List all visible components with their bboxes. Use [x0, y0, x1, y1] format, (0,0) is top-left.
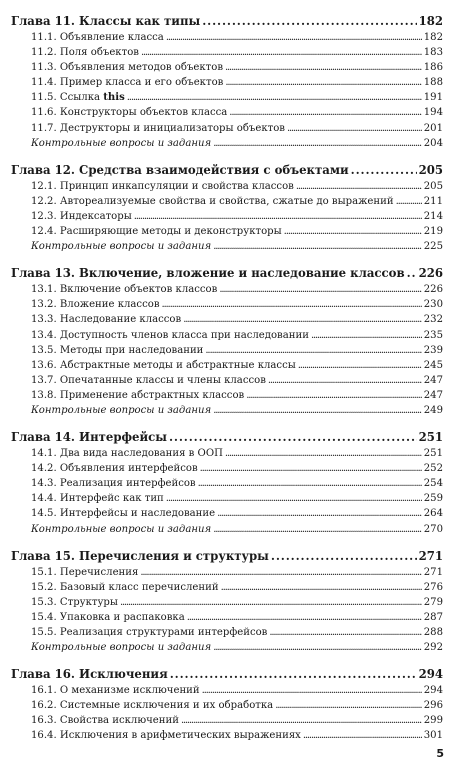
section-title [31, 698, 273, 713]
dot-leader [217, 506, 422, 521]
toc-chapter [11, 264, 443, 418]
toc-questions-row [11, 640, 443, 655]
toc-section-row [11, 194, 443, 209]
toc-section-row [11, 373, 443, 388]
toc-section-row [11, 209, 443, 224]
section-title-text: 12.3. Индексаторы [31, 210, 132, 222]
toc-chapter [11, 161, 443, 254]
section-title [31, 373, 266, 388]
section-page-number: 294 [423, 685, 443, 697]
section-title-text: 13.8. Применение абстрактных классов [31, 389, 245, 401]
toc-section-row [11, 388, 443, 403]
dot-leader [205, 343, 421, 358]
section-title-text: 16.1. О механизме исключений [31, 685, 200, 697]
dot-leader [396, 194, 422, 209]
toc-section-row [11, 30, 443, 45]
section-page-number: 205 [423, 180, 443, 192]
section-title [31, 446, 223, 461]
section-title-text: 12.4. Расширяющие методы и деконструкторы [31, 226, 282, 238]
section-title [31, 45, 139, 60]
dot-leader [219, 282, 421, 297]
dot-leader [181, 713, 422, 728]
section-page-number: 219 [423, 226, 443, 238]
section-title-text: 13.6. Абстрактные методы и абстрактные классы [31, 359, 296, 371]
dot-leader [120, 595, 422, 610]
toc-section-row [11, 282, 443, 297]
section-page-number: 230 [423, 299, 443, 311]
section-title [31, 491, 164, 506]
section-title-text: 16.4. Исключения в арифметических выражениях [31, 730, 301, 742]
section-page-number: 182 [423, 32, 443, 43]
section-title [31, 506, 215, 521]
dot-leader [296, 179, 422, 194]
chapter-page-number: 271 [418, 548, 443, 563]
toc-section-row [11, 121, 443, 136]
section-title [31, 312, 181, 327]
chapter-page-number: 205 [418, 162, 443, 177]
dot-leader [225, 446, 422, 461]
section-title-text: 11.4. Пример класса и его объектов [31, 77, 224, 89]
dot-leader [225, 60, 422, 75]
table-of-contents [11, 12, 443, 754]
section-title-text: 15.2. Базовый класс перечислений [31, 581, 219, 593]
toc-section-row [11, 75, 443, 90]
toc-section-row [11, 90, 443, 105]
toc-section-row [11, 358, 443, 373]
dot-leader [303, 728, 422, 743]
section-page-number: 194 [423, 107, 443, 119]
dot-leader [269, 625, 421, 640]
toc-section-row [11, 461, 443, 476]
dot-leader [213, 640, 422, 655]
toc-chapter-row [11, 665, 443, 683]
section-title [31, 136, 211, 151]
dot-leader [271, 547, 417, 565]
dot-leader [275, 698, 422, 713]
section-title-text: 13.5. Методы при наследовании [31, 344, 204, 356]
dot-leader [166, 30, 422, 45]
section-title [31, 640, 211, 655]
dot-leader [311, 328, 422, 343]
section-title-text: 14.4. Интерфейс как тип [31, 493, 164, 505]
section-title [31, 358, 296, 373]
section-title-text: 11.2. Поля объектов [31, 47, 139, 59]
toc-section-row [11, 625, 443, 640]
dot-leader [298, 358, 422, 373]
section-title [31, 403, 211, 418]
section-page-number: 191 [423, 92, 443, 104]
section-title-text: 16.3. Свойства исключений [31, 715, 179, 727]
dot-leader [287, 121, 422, 136]
section-page-number: 225 [423, 241, 443, 253]
toc-section-row [11, 297, 443, 312]
dot-leader [202, 12, 416, 30]
section-title [31, 75, 223, 90]
section-title [31, 580, 219, 595]
section-page-number: 249 [423, 404, 443, 416]
section-page-number: 254 [423, 478, 443, 490]
dot-leader [213, 136, 422, 151]
section-title [31, 239, 211, 254]
section-title [31, 224, 282, 239]
toc-chapter [11, 428, 443, 537]
toc-section-row [11, 179, 443, 194]
section-page-number: 288 [423, 627, 443, 638]
section-title [31, 522, 211, 537]
toc-chapter [11, 12, 443, 151]
dot-leader [183, 312, 422, 327]
section-title-text: Контрольные вопросы и задания [31, 241, 212, 253]
toc-section-row [11, 698, 443, 713]
toc-questions-row [11, 522, 443, 537]
dot-leader [213, 239, 422, 254]
section-title-text: 16.2. Системные исключения и их обработка [31, 700, 274, 712]
dot-leader [200, 461, 422, 476]
dot-leader [198, 476, 422, 491]
chapter-page-number: 182 [418, 14, 443, 28]
toc-section-row [11, 565, 443, 580]
chapter-title: Глава 13. Включение, вложение и наследование классов [11, 266, 405, 281]
dot-leader [229, 105, 421, 120]
section-page-number: 235 [423, 329, 443, 341]
dot-leader [407, 264, 417, 282]
section-title-text: 11.5. Ссылка [31, 92, 104, 104]
section-title-text: 15.5. Реализация структурами интерфейсов [31, 627, 268, 638]
section-page-number: 226 [423, 284, 443, 296]
section-title-text: Контрольные вопросы и задания [31, 137, 212, 149]
section-page-number: 247 [423, 374, 443, 386]
toc-section-row [11, 610, 443, 625]
section-title [31, 683, 200, 698]
section-title [31, 388, 244, 403]
toc-chapter [11, 665, 443, 743]
toc-chapter-row [11, 428, 443, 446]
section-page-number: 239 [423, 344, 443, 356]
section-page-number: 252 [423, 463, 443, 475]
section-title [31, 105, 227, 120]
dot-leader [221, 580, 422, 595]
dot-leader [246, 388, 422, 403]
dot-leader [170, 665, 417, 683]
section-title-text: 11.3. Объявления методов объектов [31, 62, 224, 74]
toc-chapter [11, 547, 443, 656]
dot-leader [169, 428, 417, 446]
chapter-page-number: 226 [418, 266, 443, 281]
dot-leader [166, 491, 422, 506]
dot-leader [284, 224, 422, 239]
dot-leader [127, 90, 422, 105]
section-page-number: 270 [423, 523, 443, 535]
section-title-text: 15.3. Структуры [31, 596, 118, 608]
section-page-number: 279 [423, 596, 443, 608]
dot-leader [140, 565, 421, 580]
section-title [31, 461, 198, 476]
section-title-text: Контрольные вопросы и задания [31, 523, 212, 535]
section-title-text: 14.1. Два вида наследования в ООП [31, 448, 223, 460]
section-title-text: 14.3. Реализация интерфейсов [31, 478, 196, 490]
section-title [31, 476, 196, 491]
section-title-text: Контрольные вопросы и задания [31, 642, 212, 654]
toc-section-row [11, 595, 443, 610]
section-page-number: 188 [423, 77, 443, 89]
toc-section-row [11, 491, 443, 506]
section-title [31, 30, 164, 45]
section-page-number: 296 [423, 700, 443, 712]
section-title [31, 728, 301, 743]
section-page-number: 299 [423, 715, 443, 727]
toc-chapter-row [11, 547, 443, 565]
chapter-title: Глава 16. Исключения [11, 667, 168, 682]
section-page-number: 214 [423, 210, 443, 222]
section-title [31, 565, 138, 580]
section-page-number: 183 [423, 47, 443, 59]
section-title [31, 90, 125, 105]
section-title-text: 13.3. Наследование классов [31, 314, 182, 326]
section-page-number: 264 [423, 508, 443, 520]
chapter-title: Глава 15. Перечисления и структуры [11, 548, 269, 563]
dot-leader [162, 297, 422, 312]
toc-section-row [11, 728, 443, 743]
chapter-page-number: 294 [418, 667, 443, 682]
dot-leader [187, 610, 422, 625]
toc-section-row [11, 45, 443, 60]
section-title [31, 179, 294, 194]
toc-section-row [11, 105, 443, 120]
section-title [31, 282, 217, 297]
toc-section-row [11, 476, 443, 491]
toc-section-row [11, 60, 443, 75]
section-title-text: 12.1. Принцип инкапсуляции и свойства классов [31, 180, 294, 192]
toc-chapter-row [11, 161, 443, 179]
section-title-text: 11.6. Конструкторы объектов класса [31, 107, 228, 119]
dot-leader [134, 209, 422, 224]
section-title-text: Контрольные вопросы и задания [31, 404, 212, 416]
section-title [31, 625, 267, 640]
dot-leader [351, 161, 417, 179]
section-title [31, 194, 394, 209]
toc-section-row [11, 446, 443, 461]
section-title-text: 13.7. Опечатанные классы и члены классов [31, 374, 266, 386]
dot-leader [213, 403, 422, 418]
section-title [31, 60, 223, 75]
section-title [31, 713, 179, 728]
section-title-text: 14.5. Интерфейсы и наследование [31, 508, 216, 520]
section-title-text: 13.4. Доступность членов класса при наследовании [31, 329, 309, 341]
section-page-number: 292 [423, 642, 443, 654]
section-title-text: 13.2. Вложение классов [31, 299, 160, 311]
toc-section-row [11, 713, 443, 728]
section-title [31, 121, 285, 136]
dot-leader [268, 373, 422, 388]
section-title [31, 610, 185, 625]
toc-section-row [11, 683, 443, 698]
dot-leader [141, 45, 422, 60]
section-page-number: 245 [423, 359, 443, 371]
section-page-number: 204 [423, 137, 443, 149]
section-title [31, 343, 203, 358]
section-title-text: 13.1. Включение объектов классов [31, 284, 218, 296]
toc-chapter-row [11, 12, 443, 30]
toc-questions-row [11, 136, 443, 151]
section-page-number: 271 [423, 566, 443, 578]
section-title-text: 12.2. Автореализуемые свойства и свойства, сжатые до выражений [31, 195, 394, 207]
section-title-text: 15.1. Перечисления [31, 566, 139, 578]
chapter-title: Глава 14. Интерфейсы [11, 430, 167, 445]
toc-chapter-row [11, 264, 443, 282]
section-page-number: 276 [423, 581, 443, 593]
section-page-number: 251 [423, 448, 443, 460]
toc-section-row [11, 224, 443, 239]
toc-section-row [11, 506, 443, 521]
section-title-text: 11.1. Объявление класса [31, 32, 164, 43]
section-page-number: 186 [423, 62, 443, 74]
chapter-title: Глава 12. Средства взаимодействия с объектами [11, 162, 349, 177]
section-title-text: 11.7. Деструкторы и инициализаторы объектов [31, 122, 285, 134]
section-page-number: 211 [423, 195, 443, 207]
section-page-number: 247 [423, 389, 443, 401]
toc-questions-row [11, 239, 443, 254]
toc-section-row [11, 580, 443, 595]
section-title [31, 328, 309, 343]
section-page-number: 287 [423, 611, 443, 623]
dot-leader [213, 522, 422, 537]
section-page-number: 201 [423, 122, 443, 134]
section-page-number: 301 [423, 730, 443, 742]
page-number: 5 [436, 747, 444, 760]
section-title [31, 297, 160, 312]
section-page-number: 232 [423, 314, 443, 326]
section-title-text: 14.2. Объявления интерфейсов [31, 463, 198, 475]
section-page-number: 259 [423, 493, 443, 505]
dot-leader [225, 75, 421, 90]
section-title [31, 595, 118, 610]
toc-questions-row [11, 403, 443, 418]
section-title [31, 209, 132, 224]
section-keyword: this [103, 92, 125, 104]
dot-leader [202, 683, 422, 698]
section-title-text: 15.4. Упаковка и распаковка [31, 611, 185, 623]
chapter-title: Глава 11. Классы как типы [11, 14, 201, 28]
toc-section-row [11, 343, 443, 358]
toc-section-row [11, 312, 443, 327]
toc-section-row [11, 328, 443, 343]
chapter-page-number: 251 [418, 430, 443, 445]
